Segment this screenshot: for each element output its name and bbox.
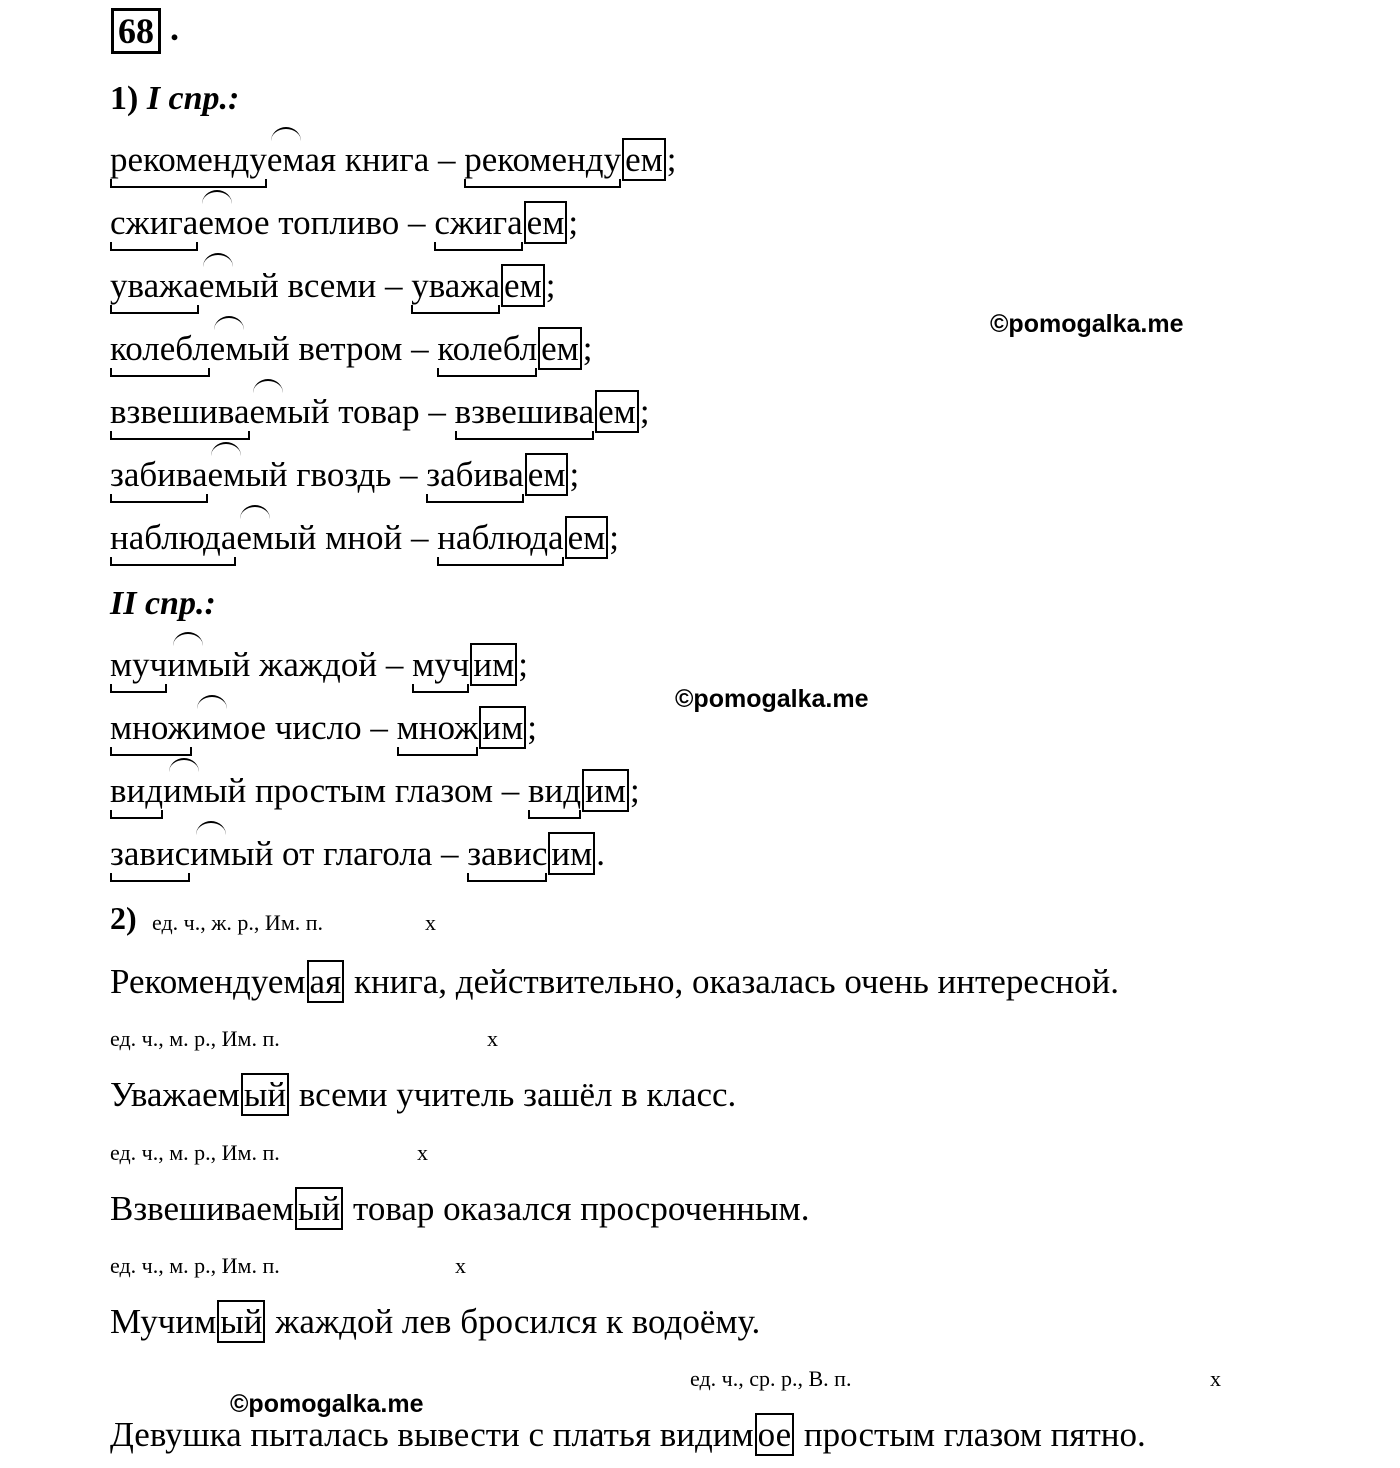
- verb-stem: колебл: [437, 329, 538, 368]
- participle-suffix: ем: [198, 266, 237, 305]
- participle-suffix: им: [190, 834, 232, 873]
- part2-label: 2): [110, 900, 137, 936]
- dependent-word: книга –: [336, 140, 465, 179]
- example-sentence: [110, 1189, 809, 1229]
- participle-suffix: ем: [209, 329, 248, 368]
- verb-ending: им: [582, 769, 629, 812]
- participle-suffix: ем: [249, 392, 288, 431]
- word-pair-row: [110, 455, 579, 495]
- punctuation: ;: [666, 140, 677, 179]
- example-sentence: [110, 1075, 736, 1115]
- verb-ending: ем: [501, 264, 545, 307]
- sentence-rest: жаждой лев бросился к водоёму.: [266, 1302, 761, 1341]
- dependent-word: товар –: [329, 392, 455, 431]
- sentence-rest: простым глазом пятно.: [795, 1415, 1146, 1454]
- sentence-rest: книга, действительно, оказалась очень интересной.: [345, 962, 1119, 1001]
- grammar-note: ед. ч., ср. р., В. п.: [690, 1366, 852, 1391]
- verb-ending: им: [548, 832, 595, 875]
- verb-ending: ем: [622, 138, 666, 181]
- sentence-rest: товар оказался просроченным.: [344, 1189, 810, 1228]
- participle-suffix: им: [163, 771, 204, 810]
- punctuation: ;: [527, 708, 537, 747]
- word-pair-row: [110, 518, 619, 558]
- participle-suffix: им: [167, 645, 209, 684]
- dependent-word: мной –: [316, 518, 438, 557]
- grammar-note: ед. ч., ж. р., Им. п.: [152, 910, 324, 935]
- sentence-start: Уважаем: [110, 1075, 240, 1114]
- participle-root: забива: [110, 455, 208, 494]
- participle-ending: ый: [287, 392, 330, 431]
- participle-ending: ый: [236, 266, 279, 305]
- sentence-rest: всеми учитель зашёл в класс.: [290, 1075, 737, 1114]
- punctuation: ;: [639, 392, 650, 431]
- noun-mark: х: [425, 910, 436, 935]
- dependent-word: жаждой –: [250, 645, 413, 684]
- verb-ending: ем: [525, 453, 569, 496]
- sentence-start: Девушка пыталась вывести с платья видим: [110, 1415, 754, 1454]
- participle-ending: ый: [208, 645, 251, 684]
- punctuation: ;: [568, 203, 579, 242]
- sentence-start: Рекомендуем: [110, 962, 306, 1001]
- word-pair-row: [110, 645, 528, 685]
- punctuation: ;: [609, 518, 619, 557]
- participle-ending: ый: [217, 1300, 265, 1343]
- punctuation: ;: [582, 329, 593, 368]
- verb-ending: ем: [524, 201, 568, 244]
- word-pair-row: [110, 329, 593, 369]
- grammar-note: ед. ч., м. р., Им. п.: [110, 1026, 280, 1051]
- participle-ending: ый: [231, 834, 274, 873]
- verb-stem: вид: [528, 771, 582, 810]
- participle-suffix: им: [191, 708, 233, 747]
- dependent-word: топливо –: [269, 203, 435, 242]
- verb-stem: рекоменду: [464, 140, 622, 179]
- verb-stem: взвешива: [454, 392, 595, 431]
- grammar-note: ед. ч., м. р., Им. п.: [110, 1253, 280, 1278]
- example-sentence: [110, 1415, 1146, 1455]
- word-pair-row: [110, 266, 555, 306]
- verb-ending: ем: [538, 327, 582, 370]
- participle-ending: ый: [241, 1073, 289, 1116]
- word-pair-row: [110, 834, 605, 874]
- participle-ending: ое: [232, 708, 267, 747]
- participle-ending: ое: [755, 1413, 794, 1456]
- dependent-word: ветром –: [289, 329, 438, 368]
- verb-ending: ем: [595, 390, 639, 433]
- participle-root: завис: [110, 834, 191, 873]
- participle-ending: ая: [307, 960, 345, 1003]
- verb-ending: им: [470, 643, 517, 686]
- noun-mark: х: [487, 1026, 498, 1051]
- participle-root: взвешива: [110, 392, 250, 431]
- sentence-start: Взвешиваем: [110, 1189, 294, 1228]
- participle-root: вид: [110, 771, 164, 810]
- grammar-note: ед. ч., м. р., Им. п.: [110, 1140, 280, 1165]
- punctuation: ;: [569, 455, 580, 494]
- watermark: ©pomogalka.me: [230, 1390, 424, 1418]
- word-pair-row: [110, 708, 537, 748]
- dependent-word: число –: [266, 708, 397, 747]
- watermark: ©pomogalka.me: [675, 685, 869, 713]
- participle-suffix: ем: [266, 140, 305, 179]
- punctuation: .: [596, 834, 606, 873]
- dependent-word: гвоздь –: [287, 455, 427, 494]
- part1-heading: [110, 80, 239, 118]
- participle-ending: ый: [274, 518, 317, 557]
- participle-ending: ый: [247, 329, 290, 368]
- verb-stem: забива: [426, 455, 524, 494]
- verb-stem: завис: [467, 834, 548, 873]
- verb-stem: наблюда: [437, 518, 564, 557]
- verb-ending: ем: [565, 516, 609, 559]
- participle-root: множ: [110, 708, 192, 747]
- noun-mark: х: [1210, 1366, 1221, 1391]
- participle-ending: ый: [295, 1187, 343, 1230]
- verb-stem: множ: [396, 708, 479, 747]
- dependent-word: простым глазом –: [246, 771, 528, 810]
- participle-ending: ое: [236, 203, 270, 242]
- participle-ending: ая: [304, 140, 337, 179]
- watermark: ©pomogalka.me: [990, 310, 1184, 338]
- dependent-word: всеми –: [278, 266, 412, 305]
- participle-suffix: ем: [198, 203, 237, 242]
- word-pair-row: [110, 392, 650, 432]
- participle-root: уважа: [110, 266, 199, 305]
- participle-ending: ый: [203, 771, 247, 810]
- word-pair-row: [110, 140, 677, 180]
- word-pair-row: [110, 771, 640, 811]
- conj2-heading: [110, 585, 216, 623]
- participle-root: колебл: [110, 329, 210, 368]
- word-pair-row: [110, 203, 578, 243]
- noun-mark: х: [417, 1140, 428, 1165]
- noun-mark: х: [455, 1253, 466, 1278]
- punctuation: ;: [545, 266, 556, 305]
- task-number-dot: .: [170, 8, 179, 48]
- example-sentence: [110, 1302, 760, 1342]
- verb-ending: им: [479, 706, 526, 749]
- participle-root: рекоменду: [110, 140, 267, 179]
- participle-root: муч: [110, 645, 168, 684]
- conj2-title: II спр.:: [110, 585, 216, 622]
- verb-stem: уважа: [411, 266, 501, 305]
- participle-suffix: ем: [207, 455, 246, 494]
- participle-ending: ый: [245, 455, 288, 494]
- verb-stem: муч: [412, 645, 470, 684]
- participle-root: сжига: [110, 203, 199, 242]
- participle-suffix: ем: [236, 518, 275, 557]
- punctuation: ;: [629, 771, 640, 810]
- task-number: 68: [111, 8, 161, 54]
- sentence-start: Мучим: [110, 1302, 217, 1341]
- dependent-word: от глагола –: [273, 834, 468, 873]
- example-sentence: [110, 962, 1119, 1002]
- part1-label: 1): [110, 80, 139, 117]
- punctuation: ;: [518, 645, 528, 684]
- verb-stem: сжига: [434, 203, 523, 242]
- conj1-title: I спр.:: [146, 80, 240, 117]
- participle-root: наблюда: [110, 518, 237, 557]
